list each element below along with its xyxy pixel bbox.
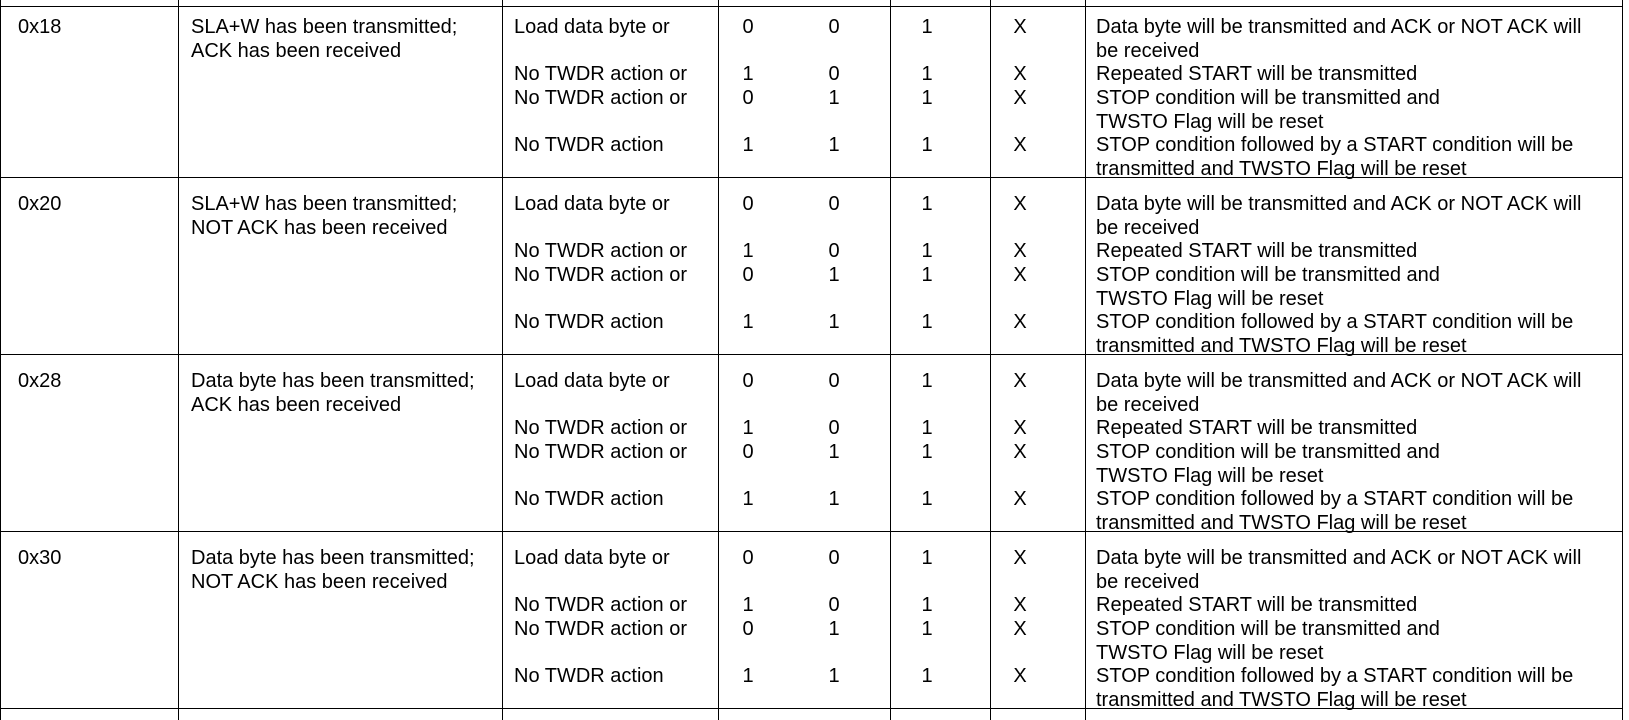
- next-action: Data byte will be transmitted and ACK or NOT ACK will: [1096, 547, 1582, 569]
- twint-bit: 1: [921, 665, 933, 687]
- sto-bit: 0: [828, 16, 840, 38]
- next-action: be received: [1096, 571, 1200, 593]
- twdr-action: No TWDR action or: [514, 594, 688, 616]
- twdr-action: No TWDR action or: [514, 417, 688, 439]
- sto-bit: 0: [828, 417, 840, 439]
- sta-bit: 0: [742, 87, 754, 109]
- sto-bit: 1: [828, 311, 840, 333]
- twint-bit: 1: [921, 16, 933, 38]
- sta-bit: 1: [742, 665, 754, 687]
- next-action: Repeated START will be transmitted: [1096, 240, 1418, 262]
- status-description: NOT ACK has been received: [191, 217, 448, 239]
- twint-bit: 1: [921, 240, 933, 262]
- sto-bit: 1: [828, 441, 840, 463]
- status-description: Data byte has been transmitted;: [191, 547, 475, 569]
- twdr-action: No TWDR action or: [514, 264, 688, 286]
- next-action: TWSTO Flag will be reset: [1096, 465, 1324, 487]
- status-code: 0x20: [18, 193, 62, 215]
- next-action: TWSTO Flag will be reset: [1096, 642, 1324, 664]
- sto-bit: 1: [828, 665, 840, 687]
- column-divider: [890, 0, 891, 720]
- twea-bit: X: [1013, 594, 1027, 616]
- twint-bit: 1: [921, 370, 933, 392]
- sto-bit: 1: [828, 488, 840, 510]
- sta-bit: 1: [742, 240, 754, 262]
- next-action: STOP condition followed by a START condition will be: [1096, 134, 1574, 156]
- twdr-action: No TWDR action or: [514, 618, 688, 640]
- sta-bit: 0: [742, 370, 754, 392]
- twea-bit: X: [1013, 16, 1027, 38]
- next-action: STOP condition followed by a START condition will be: [1096, 665, 1574, 687]
- next-action: be received: [1096, 40, 1200, 62]
- sto-bit: 0: [828, 63, 840, 85]
- next-action: Data byte will be transmitted and ACK or NOT ACK will: [1096, 193, 1582, 215]
- twdr-action: No TWDR action: [514, 311, 664, 333]
- twea-bit: X: [1013, 370, 1027, 392]
- next-action: be received: [1096, 217, 1200, 239]
- sta-bit: 0: [742, 618, 754, 640]
- twea-bit: X: [1013, 87, 1027, 109]
- next-action: STOP condition will be transmitted and: [1096, 87, 1440, 109]
- next-action: STOP condition followed by a START condition will be: [1096, 311, 1574, 333]
- next-action: transmitted and TWSTO Flag will be reset: [1096, 689, 1467, 711]
- status-description: SLA+W has been transmitted;: [191, 16, 458, 38]
- twint-bit: 1: [921, 87, 933, 109]
- sta-bit: 1: [742, 488, 754, 510]
- sta-bit: 0: [742, 547, 754, 569]
- twea-bit: X: [1013, 665, 1027, 687]
- twint-bit: 1: [921, 594, 933, 616]
- twdr-action: Load data byte or: [514, 547, 670, 569]
- twint-bit: 1: [921, 547, 933, 569]
- column-divider: [990, 0, 991, 720]
- column-divider: [0, 0, 1, 720]
- sto-bit: 0: [828, 370, 840, 392]
- twint-bit: 1: [921, 63, 933, 85]
- sto-bit: 0: [828, 547, 840, 569]
- sto-bit: 1: [828, 618, 840, 640]
- sta-bit: 0: [742, 16, 754, 38]
- twdr-action: Load data byte or: [514, 370, 670, 392]
- twea-bit: X: [1013, 417, 1027, 439]
- next-action: transmitted and TWSTO Flag will be reset: [1096, 158, 1467, 180]
- twdr-action: No TWDR action or: [514, 441, 688, 463]
- sta-bit: 0: [742, 441, 754, 463]
- sto-bit: 1: [828, 134, 840, 156]
- twdr-action: Load data byte or: [514, 16, 670, 38]
- twea-bit: X: [1013, 547, 1027, 569]
- twdr-action: No TWDR action: [514, 488, 664, 510]
- next-action: transmitted and TWSTO Flag will be reset: [1096, 335, 1467, 357]
- status-description: Data byte has been transmitted;: [191, 370, 475, 392]
- twea-bit: X: [1013, 193, 1027, 215]
- next-action: Repeated START will be transmitted: [1096, 594, 1418, 616]
- twea-bit: X: [1013, 618, 1027, 640]
- sto-bit: 1: [828, 264, 840, 286]
- sta-bit: 0: [742, 264, 754, 286]
- status-code: 0x18: [18, 16, 62, 38]
- twea-bit: X: [1013, 488, 1027, 510]
- row-divider: [0, 6, 1622, 7]
- next-action: STOP condition will be transmitted and: [1096, 618, 1440, 640]
- column-divider: [178, 0, 179, 720]
- twdr-action: No TWDR action or: [514, 240, 688, 262]
- twint-bit: 1: [921, 618, 933, 640]
- next-action: transmitted and TWSTO Flag will be reset: [1096, 512, 1467, 534]
- twint-bit: 1: [921, 311, 933, 333]
- next-action: Repeated START will be transmitted: [1096, 417, 1418, 439]
- sto-bit: 0: [828, 240, 840, 262]
- sta-bit: 1: [742, 594, 754, 616]
- twint-bit: 1: [921, 193, 933, 215]
- column-divider: [1622, 0, 1623, 720]
- twea-bit: X: [1013, 441, 1027, 463]
- twint-bit: 1: [921, 134, 933, 156]
- status-code: 0x28: [18, 370, 62, 392]
- column-divider: [1085, 0, 1086, 720]
- sto-bit: 0: [828, 193, 840, 215]
- column-divider: [502, 0, 503, 720]
- sta-bit: 1: [742, 417, 754, 439]
- twint-bit: 1: [921, 488, 933, 510]
- next-action: Data byte will be transmitted and ACK or NOT ACK will: [1096, 370, 1582, 392]
- status-description: SLA+W has been transmitted;: [191, 193, 458, 215]
- next-action: be received: [1096, 394, 1200, 416]
- sto-bit: 1: [828, 87, 840, 109]
- twea-bit: X: [1013, 63, 1027, 85]
- status-code: 0x30: [18, 547, 62, 569]
- column-divider: [718, 0, 719, 720]
- sta-bit: 0: [742, 193, 754, 215]
- status-description: ACK has been received: [191, 40, 402, 62]
- sta-bit: 1: [742, 63, 754, 85]
- twdr-action: No TWDR action or: [514, 87, 688, 109]
- sta-bit: 1: [742, 311, 754, 333]
- next-action: Data byte will be transmitted and ACK or NOT ACK will: [1096, 16, 1582, 38]
- sto-bit: 0: [828, 594, 840, 616]
- twdr-action: Load data byte or: [514, 193, 670, 215]
- next-action: STOP condition will be transmitted and: [1096, 441, 1440, 463]
- twdr-action: No TWDR action: [514, 134, 664, 156]
- next-action: Repeated START will be transmitted: [1096, 63, 1418, 85]
- status-description: NOT ACK has been received: [191, 571, 448, 593]
- twea-bit: X: [1013, 311, 1027, 333]
- twint-bit: 1: [921, 417, 933, 439]
- next-action: TWSTO Flag will be reset: [1096, 111, 1324, 133]
- sta-bit: 1: [742, 134, 754, 156]
- next-action: STOP condition will be transmitted and: [1096, 264, 1440, 286]
- status-description: ACK has been received: [191, 394, 402, 416]
- twea-bit: X: [1013, 264, 1027, 286]
- twint-bit: 1: [921, 441, 933, 463]
- twea-bit: X: [1013, 240, 1027, 262]
- twdr-action: No TWDR action: [514, 665, 664, 687]
- twint-bit: 1: [921, 264, 933, 286]
- next-action: STOP condition followed by a START condition will be: [1096, 488, 1574, 510]
- twdr-action: No TWDR action or: [514, 63, 688, 85]
- twea-bit: X: [1013, 134, 1027, 156]
- next-action: TWSTO Flag will be reset: [1096, 288, 1324, 310]
